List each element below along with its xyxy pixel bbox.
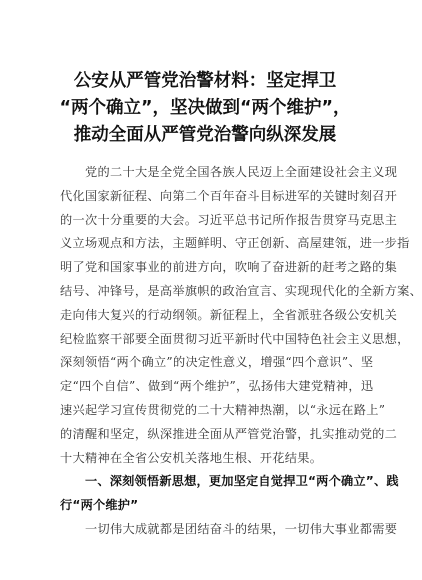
title-line: “两个确立”，坚决做到“两个维护”，: [59, 98, 351, 118]
paragraph-line: 深刻领悟“两个确立”的决定性意义，增强“四个意识”、坚: [60, 355, 374, 370]
paragraph-line: 义立场观点和方法，主题鲜明、守正创新、高屋建瓴，进一步指: [60, 236, 410, 251]
paragraph-line: 的一次十分重要的大会。习近平总书记所作报告贯穿马克思主: [60, 212, 398, 227]
paragraph-line: 定“四个自信”、做到“两个维护”，弘扬伟大建党精神，迅: [60, 379, 374, 394]
document-title: [40, 68, 370, 149]
paragraph-line: 党的二十大是全党全国各族人民迈上全面建设社会主义现: [85, 165, 398, 179]
paragraph-line: 代化国家新征程、向第二个百年奋斗目标进军的关键时刻召开: [60, 188, 398, 203]
paragraph-line: 走向伟大复兴的行动纲领。新征程上，全省派驻各级公安机关: [60, 307, 398, 322]
paragraph-line: 的清醒和坚定，纵深推进全面从严管党治警，扎实推动党的二: [60, 426, 398, 441]
title-line: 公安从严管党治警材料：坚定捍卫: [73, 71, 337, 91]
intro-paragraph: [60, 161, 422, 470]
title-line: 推动全面从严管党治警向纵深发展: [73, 125, 337, 145]
paragraph-line: 结号、冲锋号，是高举旗帜的政治宣言、实现现代化的全新方案、: [60, 283, 422, 298]
section-paragraph: [60, 518, 398, 542]
paragraph-line: 速兴起学习宣传贯彻党的二十大精神热潮，以“永远在路上”: [60, 402, 386, 417]
paragraph-line: 纪检监察干部要全面贯彻习近平新时代中国特色社会主义思想，: [60, 331, 410, 346]
heading-line: 一、深刻领悟新思想，更加坚定自觉捍卫“两个确立”、践: [85, 474, 399, 489]
heading-line: 行“两个维护”: [60, 498, 139, 513]
paragraph-line: 十大精神在全省公安机关落地生根、开花结果。: [60, 450, 323, 465]
paragraph-line: 明了党和国家事业的前进方向，吹响了奋进新的赶考之路的集: [60, 260, 398, 275]
paragraph-line: 一切伟大成就都是团结奋斗的结果，一切伟大事业都需要: [85, 521, 398, 536]
section-heading: [60, 470, 399, 518]
document-body: [60, 161, 422, 542]
